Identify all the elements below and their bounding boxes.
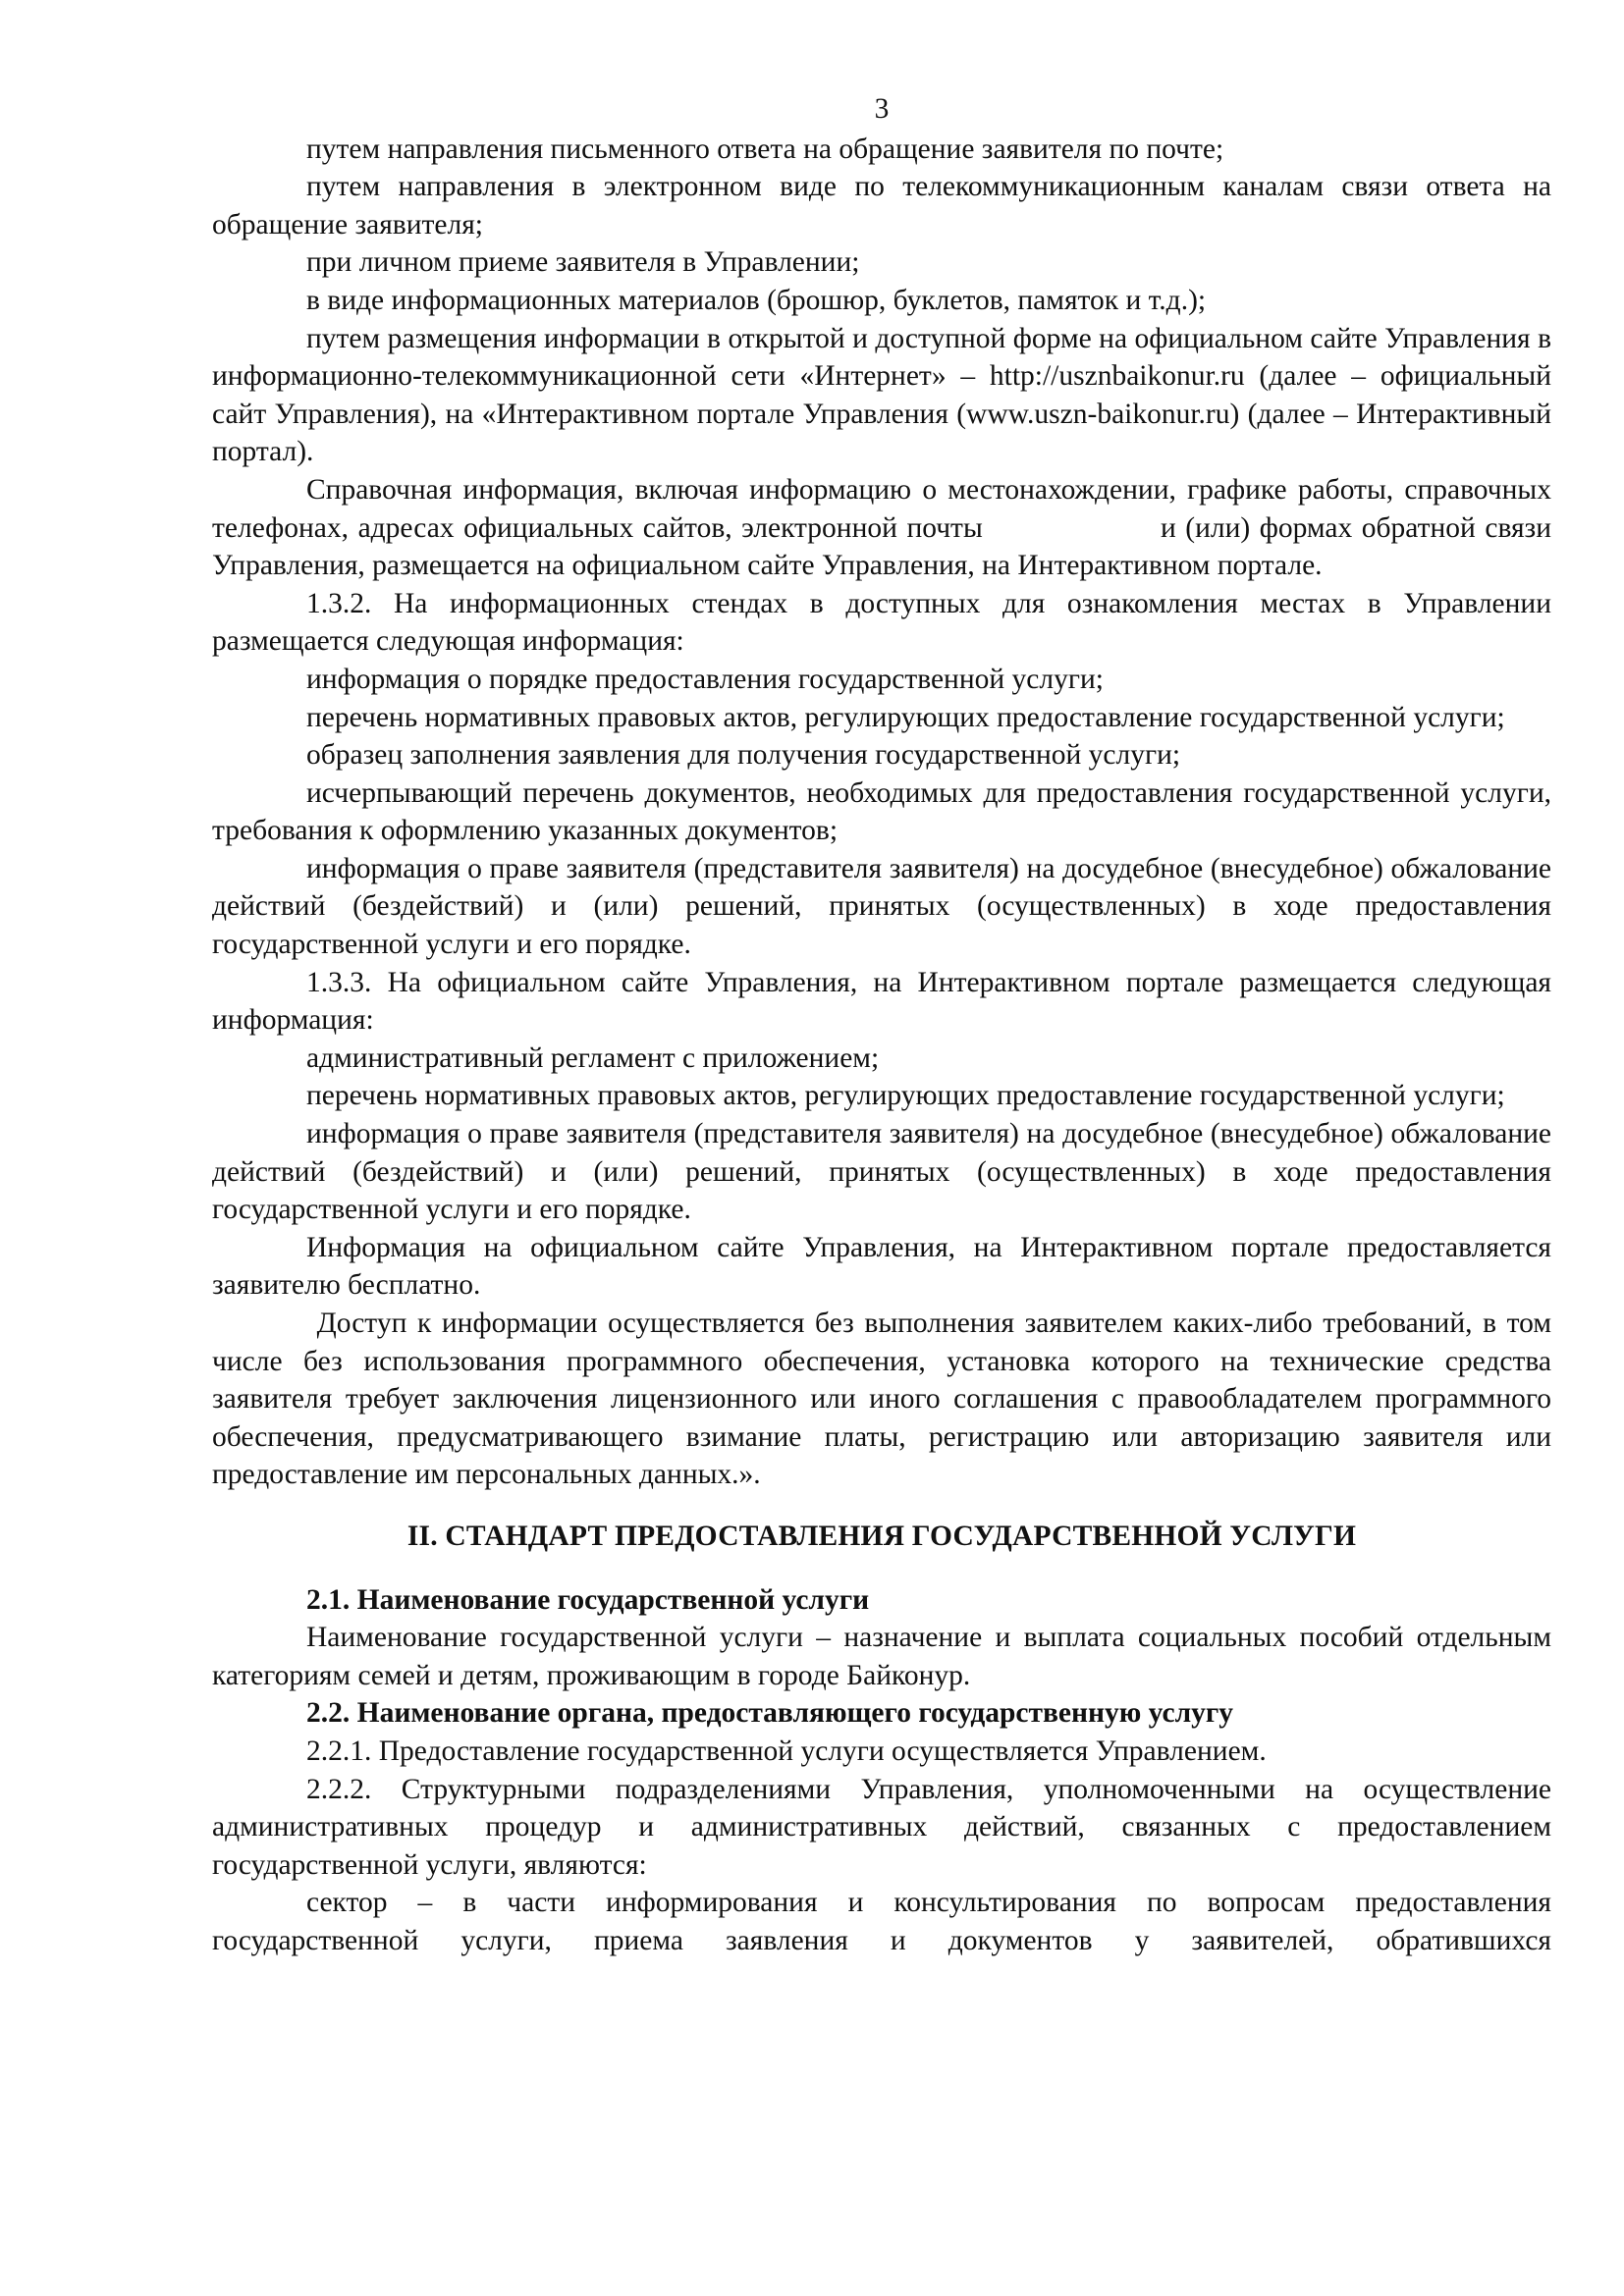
paragraph: Наименование государственной услуги – назначение и выплата социальных пособий отдельным категориям семей и детям, проживающим в городе Байконур.	[212, 1622, 1551, 1691]
paragraph: путем направления в электронном виде по телекоммуникационным каналам связи ответа на обращение заявителя;	[212, 171, 1551, 240]
paragraph: перечень нормативных правовых актов, регулирующих предоставление государственной услуги;	[306, 701, 1505, 733]
section-title: II. СТАНДАРТ ПРЕДОСТАВЛЕНИЯ ГОСУДАРСТВЕННОЙ УСЛУГИ	[406, 1520, 1357, 1552]
paragraph: 2.2.2. Структурными подразделениями Управления, уполномоченными на осуществление административных процедур и административных действий, связанных с предоставлением государственной услуги, являются:	[212, 1773, 1551, 1881]
subheading-2-1: 2.1. Наименование государственной услуги	[306, 1583, 870, 1616]
paragraph: информация о праве заявителя (представителя заявителя) на досудебное (внесудебное) обжалование действий (бездействий) и (или) решений, принятых (осуществленных) в ходе предоставления государственной услуги и его порядке.	[212, 1118, 1551, 1226]
paragraph: 1.3.3. На официальном сайте Управления, на Интерактивном портале размещается следующая информация:	[212, 966, 1551, 1037]
paragraph: 2.2.1. Предоставление государственной услуги осуществляется Управлением.	[306, 1735, 1267, 1767]
paragraph: образец заполнения заявления для получения государственной услуги;	[306, 739, 1181, 772]
paragraph: Справочная информация, включая информацию о местонахождении, графике работы, справочных телефонах, адресах официальных сайтов, электронной почты и (или) формах обратной связи Управления, размещается на официальном сайте Управления, на Интерактивном портале.	[212, 473, 1559, 582]
paragraph: информация о праве заявителя (представителя заявителя) на досудебное (внесудебное) обжалование действий (бездействий) и (или) решений, принятых (осуществленных) в ходе предоставления государственной услуги и его порядке.	[212, 852, 1551, 961]
structural-units-block	[212, 1733, 1551, 1960]
paragraph: Информация на официальном сайте Управления, на Интерактивном портале предоставляется заявителю бесплатно.	[212, 1231, 1551, 1302]
subheading-2-2: 2.2. Наименование органа, предоставляющего государственную услугу	[306, 1697, 1234, 1730]
paragraph: путем направления письменного ответа на обращение заявителя по почте;	[306, 133, 1224, 165]
document-page	[212, 90, 1559, 1960]
paragraph: исчерпывающий перечень документов, необходимых для предоставления государственной услуги, требования к оформлению указанных документов;	[212, 776, 1551, 847]
paragraph: Доступ к информации осуществляется без выполнения заявителем каких-либо требований, в том числе без использования программного обеспечения, установка которого на технические средства заявителя требует заключения лицензионного или иного соглашения с правообладателем программного обеспечения, предусматривающего взимание платы, регистрацию или авторизацию заявителя или предоставление им персональных данных.».	[212, 1308, 1559, 1491]
paragraph: информация о порядке предоставления государственной услуги;	[306, 663, 1104, 695]
paragraph: путем размещения информации в открытой и доступной форме на официальном сайте Управления в информационно-телекоммуникационной сети «Интернет» – http://usznbaikonur.ru (далее – официальный сайт Управления), на «Интерактивном портале Управления (www.uszn-baikonur.ru) (далее – Интерактивный портал).	[212, 322, 1551, 468]
paragraph: 1.3.2. На информационных стендах в доступных для ознакомления местах в Управлении размещается следующая информация:	[212, 587, 1551, 658]
info-methods-block	[212, 131, 1559, 1494]
paragraph: при личном приеме заявителя в Управлении;	[306, 246, 860, 279]
paragraph: административный регламент с приложением;	[306, 1041, 880, 1074]
paragraph: перечень нормативных правовых актов, регулирующих предоставление государственной услуги;	[306, 1080, 1505, 1112]
paragraph: сектор – в части информирования и консультирования по вопросам предоставления государственной услуги, приема заявления и документов у заявителей, обратившихся	[212, 1887, 1551, 1956]
paragraph: в виде информационных материалов (брошюр, буклетов, памяток и т.д.);	[306, 284, 1207, 316]
page-number: 3	[874, 93, 890, 125]
